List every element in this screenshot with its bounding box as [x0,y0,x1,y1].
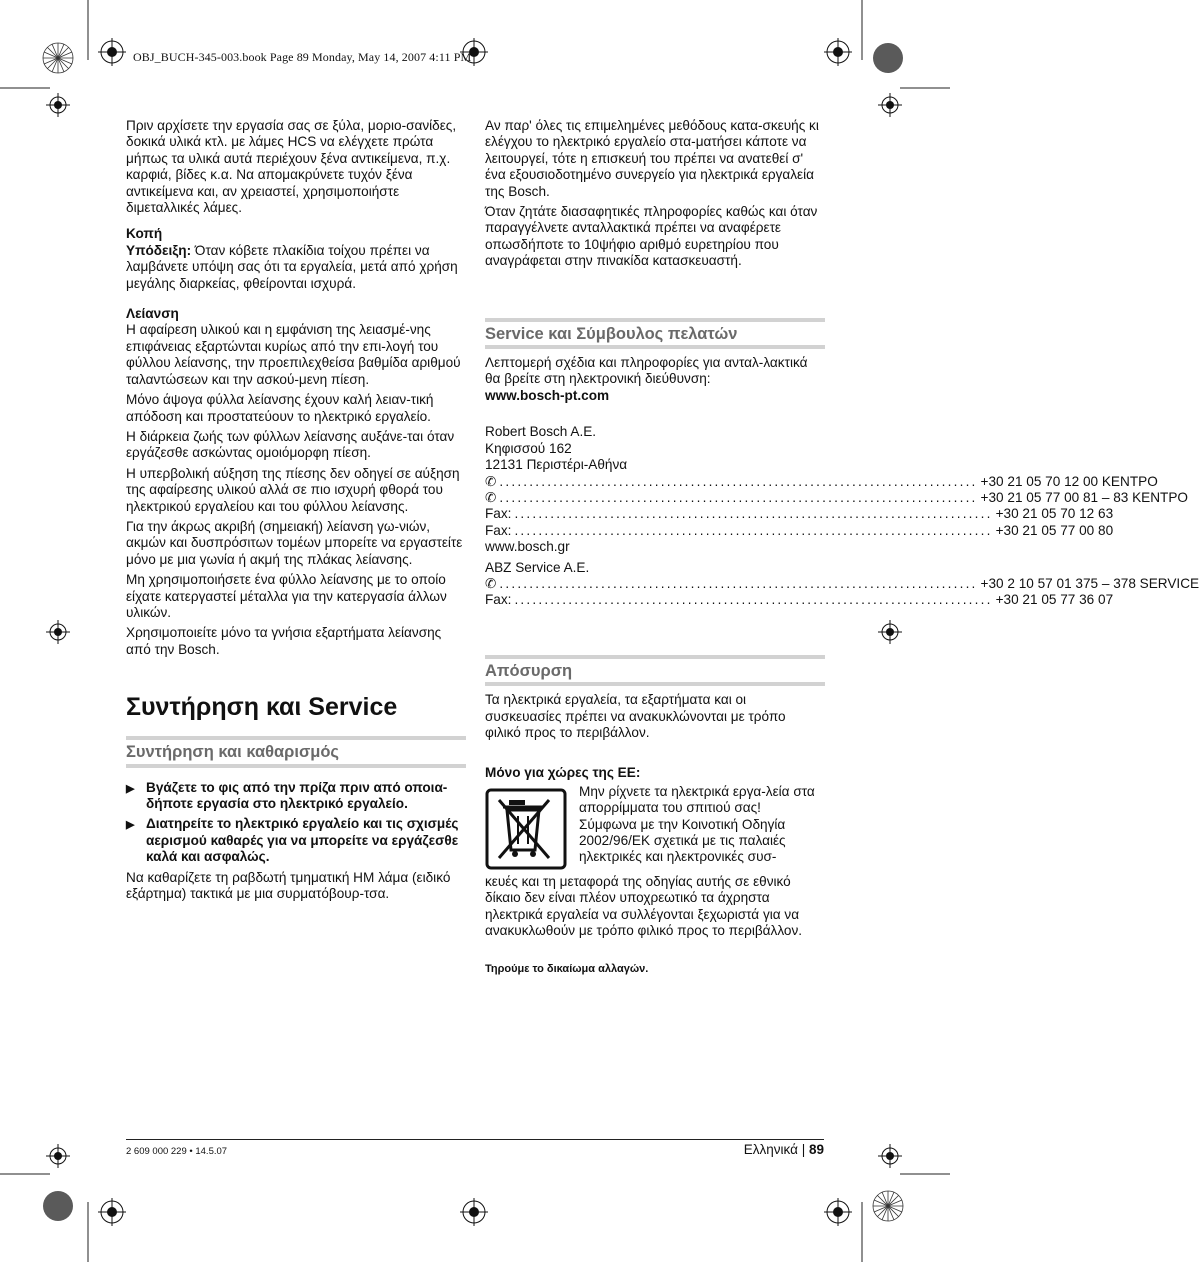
weee-crossed-bin-icon [485,788,567,870]
disposal-paragraph: Τα ηλεκτρικά εργαλεία, τα εξαρτήματα και οι συσκευασίες πρέπει να ανακυκλώνονται με τρόπο φιλικό προς το περιβάλλον. [485,692,786,740]
phone-icon: ✆ [485,473,497,489]
dot-leader: ................................................................................ [499,575,978,591]
service-paragraph: Λεπτομερή σχέδια και πληροφορίες για ανταλ-λακτικά θα βρείτε στη ηλεκτρονική διεύθυνση: [485,355,808,387]
footer-separator: | [801,1142,809,1157]
maintenance-heading: Συντήρηση και Service [126,693,398,722]
sanding-paragraph: Η αφαίρεση υλικού και η εμφάνιση της λειασμέ-νης επιφάνειας εξαρτώνται κυρίως από την επι-λογή του φύλλου λείανσης, την προεπιλεχθείσα βαθμίδα αριθμού ταλαντώσεων και την ασκού-μενη πίεση. [126,322,461,387]
registration-target-top-right [824,38,852,66]
company-website[interactable]: www.bosch.gr [485,539,570,555]
cleaning-paragraph: Να καθαρίζετε τη ραβδωτή τμηματική HM λάμα (ειδικό εξάρτημα) τακτικά με μια συρματόβουρ-τσα. [126,869,451,902]
registration-target-right-lower [878,1144,902,1168]
registration-target-right-middle [878,620,902,644]
contact-row [485,592,1114,608]
contact-number: +30 2 10 57 01 375 – 378 SERVICE [980,575,1199,591]
phone-icon: ✆ [485,489,497,505]
starburst-mark-bottom-right [873,1191,903,1221]
dot-leader: ................................................................................ [514,592,993,608]
contact-row [485,522,1114,539]
registration-target-bottom-center [460,1198,488,1226]
sanding-paragraph: Η διάρκεια ζωής των φύλλων λείανσης αυξάνε-ται όταν εργάζεσθε ασκώντας ομοιόμορφη πίεση. [126,428,455,461]
fax-label: Fax: [485,506,512,522]
sanding-paragraph: Χρησιμοποιείτε μόνο τα γνήσια εξαρτήματα λείανσης από την Bosch. [126,625,442,657]
footer-page-label [744,1142,824,1157]
company-name: Robert Bosch A.E. [485,424,597,440]
contact-number: +30 21 05 70 12 00 ΚΕΝΤΡΟ [980,473,1158,489]
right-column [485,118,1199,982]
starburst-mark-top-left [43,43,73,73]
sanding-paragraph: Η υπερβολική αύξηση της πίεσης δεν οδηγεί σε αύξηση της αφαίρεσης υλικού αλλά σε πιο ισχυρή φθορά του ηλεκτρικού εργαλείου και του φύλλου λείανσης. [126,465,460,514]
eu-countries-title: Μόνο για χώρες της ΕΕ: [485,765,641,781]
contact-row [485,489,1188,506]
sanding-paragraph: Για την άκρως ακριβή (σημειακή) λείανση γω-νιών, ακμών και δυσπρόσιτων τομέων μπορείτε να εργαστείτε μόνο με μια γωνία ή ακμή της πλάκας λείανσης. [126,518,463,567]
footer-code: 2 609 000 229 • 14.5.07 [126,1146,228,1157]
disposal-heading: Απόσυρση [485,655,825,686]
eu-directive-text: Σύμφωνα με την Κοινοτική Οδηγία 2002/96/ΕΚ σχετικά με τις παλαιές ηλεκτρικές και ηλεκτρονικές συσ- [579,816,786,865]
contact-row [485,575,1199,592]
sanding-paragraph: Μόνο άψογα φύλλα λείανσης έχουν καλή λειαν-τική απόδοση και προστατεύουν το ηλεκτρικό εργαλείο. [126,392,434,424]
service-heading: Service και Σύμβουλος πελατών [485,318,825,349]
intro-paragraph: Πριν αρχίσετε την εργασία σας σε ξύλα, μοριο-σανίδες, δοκικά υλικά κτλ. με λάμες HCS να ελέγχετε πρώτα μήπως τα υλικά αυτά περιέχουν ξένα αντικείμενα, π.χ. καρφιά, βίδες κ.α. Να απομακρύνετε τυχόν ξένα αντικείμενα και, αν χρειαστεί, χρησιμοποιήστε διμεταλλικές λάμες. [126,118,457,216]
hint-label: Υπόδειξη: [126,242,192,258]
registration-target-left-lower [46,1144,70,1168]
grey-disc-bottom-left [43,1191,73,1221]
dot-leader: ................................................................................ [499,473,978,489]
contact-number: +30 21 05 77 00 81 – 83 ΚΕΝΤΡΟ [980,489,1188,505]
contact-number: +30 21 05 70 12 63 [995,506,1114,522]
registration-target-bottom-left [98,1198,126,1226]
safety-bullet: ▶ Βγάζετε το φις από την πρίζα πριν από οποια-δήποτε εργασία στο ηλεκτρικό εργαλείο. [126,779,448,811]
registration-target-left-upper [46,93,70,117]
dot-leader: ................................................................................ [499,489,978,505]
cut-hint-paragraph [126,243,466,292]
cleaning-heading: Συντήρηση και καθαρισμός [126,736,466,767]
sanding-paragraph: Μη χρησιμοποιήσετε ένα φύλλο λείανσης με το οποίο είχατε κατεργαστεί μέταλλα για την κατεργασία άλλων υλικών. [126,572,447,620]
registration-target-bottom-right [824,1198,852,1226]
hint-text: Όταν κόβετε πλακίδια τοίχου πρέπει να λαμβάνετε υπόψη σας ότι τα εργαλεία, μετά από χρήση μεγάλης διαρκείας, φθείρονται ισχυρά. [126,242,458,291]
safety-bullet: ▶ Διατηρείτε το ηλεκτρικό εργαλείο και τις σχισμές αερισμού καθαρές για να μπορείτε να εργάζεσθε καλά και ασφαλώς. [126,816,459,865]
bullet-triangle-icon: ▶ [126,782,135,795]
contact-number: +30 21 05 77 00 80 [995,522,1114,538]
grey-disc-top-right [873,43,903,73]
contact-row [485,473,1158,490]
phone-icon: ✆ [485,575,497,591]
page-number: 89 [808,1142,824,1157]
repair-paragraph: Αν παρ' όλες τις επιμελημένες μεθόδους κατα-σκευής κι ελέγχου το ηλεκτρικό εργαλείο στα-ματήσει κάποτε να λειτουργεί, τότε η επισκευή του πρέπει να ανατεθεί σ' ένα εξουσιοδοτημένο συνεργείο για ηλεκτρικά εργαλεία της Bosch. [485,118,819,199]
company-street: Κηφισσού 162 [485,440,572,456]
dot-leader: ................................................................................ [514,506,993,522]
rights-notice: Τηρούμε το δικαίωμα αλλαγών. [485,963,649,976]
footer-language: Ελληνικά [743,1142,798,1157]
fax-label: Fax: [485,522,512,538]
print-header: OBJ_BUCH-345-003.book Page 89 Monday, May 14, 2007 4:11 PM [133,50,472,64]
company-name: ABZ Service A.E. [485,559,590,575]
contact-list [485,473,1188,540]
spare-parts-paragraph: Όταν ζητάτε διασαφητικές πληροφορίες καθώς και όταν παραγγέλνετε ανταλλακτικά πρέπει να αναφέρετε οπωσδήποτε το 10ψήφιο αριθμό ευρετηρίου που αναγράφεται στην πινακίδα κατασκευαστή. [485,204,818,269]
contact-number: +30 21 05 77 36 07 [995,592,1114,608]
contact-row [485,506,1114,522]
company-city: 12131 Περιστέρι-Αθήνα [485,457,628,473]
fax-label: Fax: [485,592,512,608]
eu-disposal-block [485,784,825,940]
registration-target-right-upper [878,93,902,117]
service-url[interactable]: www.bosch-pt.com [485,387,610,403]
footer-rule [126,1139,824,1140]
sanding-subheading: Λείανση [126,306,179,322]
dot-leader: ................................................................................ [514,522,993,538]
cut-subheading: Κοπή [126,226,163,242]
contact-list [485,575,1199,609]
registration-target-left-middle [46,620,70,644]
registration-target-top-left [98,38,126,66]
eu-disposal-text: Μην ρίχνετε τα ηλεκτρικά εργα-λεία στα απορρίμματα του σπιτιού σας! [579,783,815,816]
eu-directive-text: κευές και τη μεταφορά της οδηγίας αυτής σε εθνικό δίκαιο δεν είναι πλέον υποχρεωτικό τα άχρηστα ηλεκτρικά εργαλεία να συλλέγονται ξεχωριστά για να ανακυκλωθούν με τρόπο φιλικό προς το περιβάλλον. [485,873,803,938]
left-column [126,118,466,906]
bullet-triangle-icon: ▶ [126,819,135,832]
